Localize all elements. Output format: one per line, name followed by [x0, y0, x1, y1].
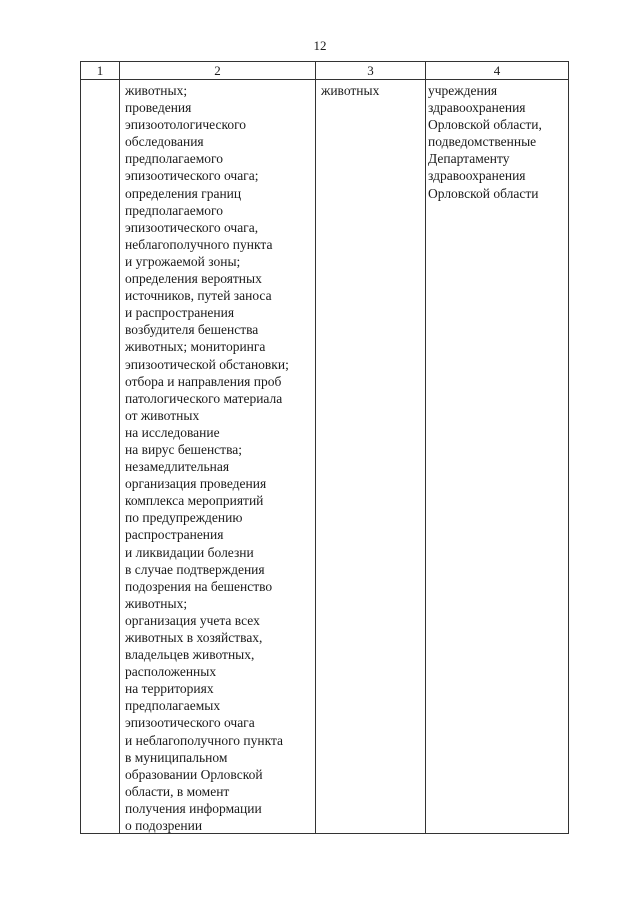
cell-col-2 — [125, 82, 313, 834]
cell-text-line: животных; — [125, 595, 188, 611]
cell-text-line: здравоохранения — [428, 168, 526, 184]
cell-text-line: организация проведения — [125, 476, 267, 492]
cell-text-line: незамедлительная — [125, 459, 230, 475]
cell-text-line: эпизоотического очага — [125, 715, 255, 731]
cell-text-line: предполагаемого — [125, 151, 223, 167]
cell-text-line: животных; — [125, 83, 188, 98]
cell-text-line: эпизоотического очага; — [125, 168, 259, 184]
cell-text-line: на исследование — [125, 424, 220, 440]
cell-text-line: эпизоотологического — [125, 117, 247, 133]
cell-text-line: и распространения — [125, 305, 235, 321]
cell-text-line: предполагаемого — [125, 202, 223, 218]
cell-text-line: животных — [321, 83, 380, 98]
column-divider — [119, 62, 120, 833]
cell-text-line: животных в хозяйствах, — [125, 630, 263, 645]
cell-text-line: неблагополучного пункта — [125, 236, 273, 252]
column-divider — [315, 62, 316, 833]
cell-text-line: по предупреждению — [125, 510, 243, 526]
header-col-3: 3 — [367, 63, 374, 78]
cell-text-line: и угрожаемой зоны; — [125, 253, 241, 269]
cell-text-line: Орловской области, — [428, 117, 542, 133]
cell-text-line: организация учета всех — [125, 612, 260, 628]
cell-text-line: в муниципальном — [125, 749, 228, 765]
cell-text-line: и ликвидации болезни — [125, 544, 254, 560]
cell-text-line: в случае подтверждения — [125, 561, 265, 577]
header-col-1: 1 — [96, 63, 104, 78]
cell-text-line: владельцев животных, — [125, 647, 255, 663]
cell-text-line: Орловской области — [428, 185, 539, 201]
page-number: 12 — [313, 38, 327, 53]
cell-text-line: и неблагополучного пункта — [125, 732, 284, 748]
cell-text-line: распространения — [125, 527, 224, 543]
cell-text-line: подозрения на бешенство — [125, 578, 273, 594]
cell-text-line: эпизоотической обстановки; — [125, 356, 289, 372]
cell-text-line: животных; мониторинга — [125, 339, 266, 355]
cell-text-line: расположенных — [125, 664, 217, 680]
cell-text-line: обследования — [125, 134, 204, 150]
cell-text-line: возбудителя бешенства — [125, 322, 259, 338]
header-divider — [81, 79, 568, 80]
cell-text-line: определения вероятных — [125, 271, 262, 287]
cell-text-line: от животных — [125, 407, 200, 423]
cell-text-line: эпизоотического очага, — [125, 219, 259, 235]
cell-text-line: проведения — [125, 100, 192, 116]
cell-text-line: учреждения — [428, 83, 498, 98]
cell-text-line: патологического материала — [125, 390, 283, 406]
cell-text-line: Департаменту — [428, 151, 510, 167]
cell-text-line: на территориях — [125, 681, 214, 697]
header-col-2: 2 — [214, 63, 221, 78]
document-table — [80, 61, 569, 834]
cell-text-line: предполагаемых — [125, 698, 221, 714]
header-col-4: 4 — [493, 63, 501, 78]
cell-col-3 — [321, 82, 423, 99]
cell-text-line: на вирус бешенства; — [125, 441, 243, 457]
cell-text-line: комплекса мероприятий — [125, 493, 264, 509]
cell-text-line: о подозрении — [125, 818, 203, 834]
column-divider — [425, 62, 426, 833]
cell-text-line: образовании Орловской — [125, 766, 263, 782]
cell-text-line: здравоохранения — [428, 100, 526, 116]
cell-text-line: отбора и направления проб — [125, 373, 282, 389]
cell-text-line: определения границ — [125, 185, 242, 201]
cell-text-line: области, в момент — [125, 783, 230, 799]
cell-col-4 — [428, 82, 566, 202]
cell-text-line: источников, путей заноса — [125, 288, 272, 304]
cell-text-line: получения информации — [125, 800, 262, 816]
cell-text-line: подведомственные — [428, 134, 537, 150]
